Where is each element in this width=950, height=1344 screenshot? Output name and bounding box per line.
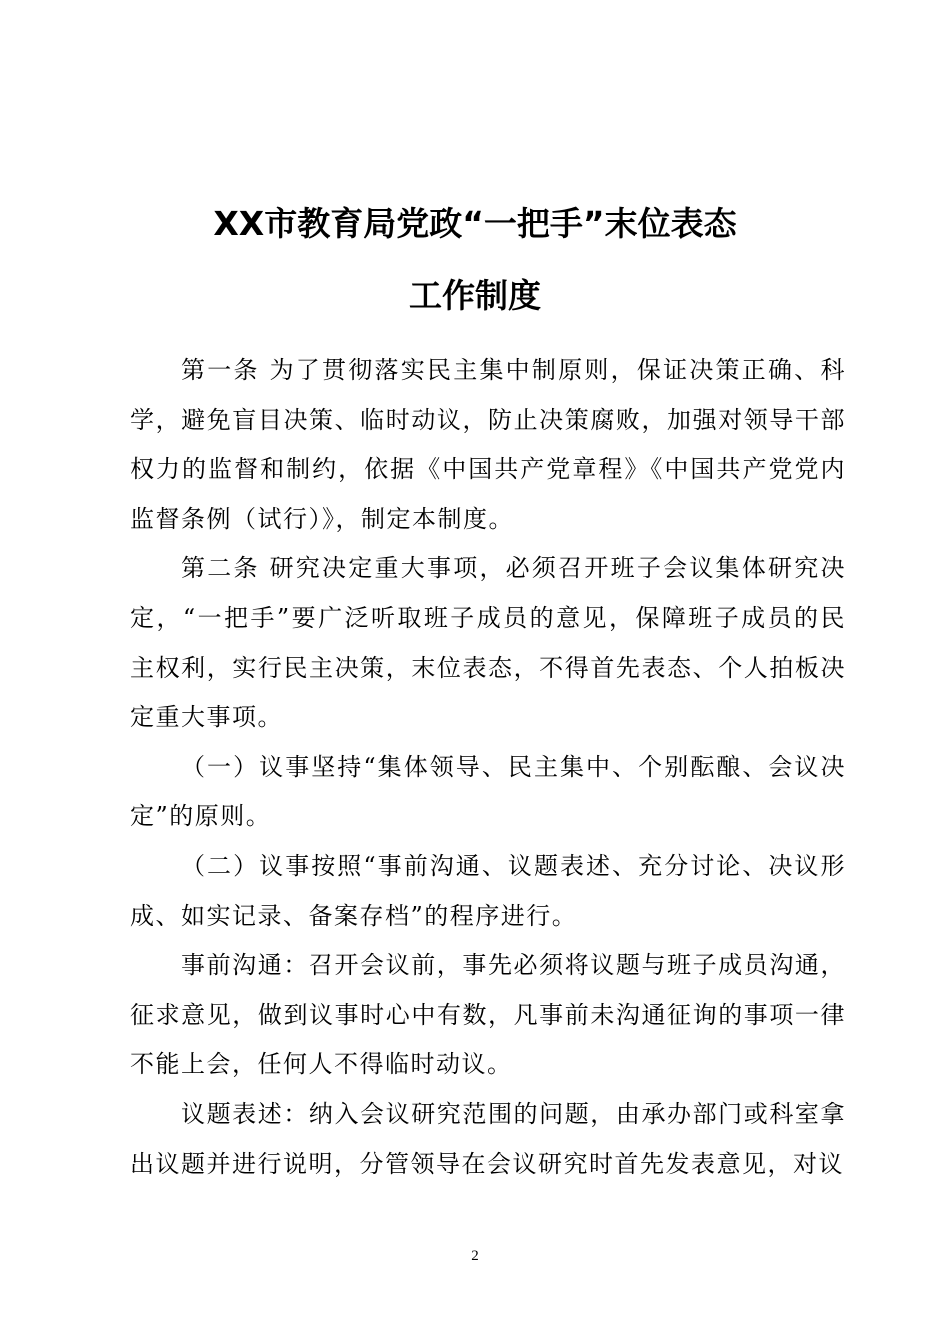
document-title-line-1: XX市教育局党政“一把手”末位表态 — [213, 204, 737, 243]
paragraph-item-2: （二）议事按照“事前沟通、议题表述、充分讨论、决议形成、如实记录、备案存档”的程序进行。 — [130, 851, 846, 930]
page-number: 2 — [471, 1248, 479, 1264]
paragraph-prior-communication: 事前沟通：召开会议前，事先必须将议题与班子成员沟通，征求意见，做到议事时心中有数，凡事前未沟通征询的事项一律不能上会，任何人不得临时动议。 — [130, 951, 846, 1079]
paragraph-topic-statement: 议题表述：纳入会议研究范围的问题，由承办部门或科室拿出议题并进行说明，分管领导在会议研究时首先发表意见，对议 — [130, 1099, 846, 1178]
document-title-line-2: 工作制度 — [409, 276, 541, 315]
document-body — [130, 346, 846, 1189]
paragraph-article-1: 第一条 为了贯彻落实民主集中制原则，保证决策正确、科学，避免盲目决策、临时动议，防止决策腐败，加强对领导干部权力的监督和制约，依据《中国共产党章程》《中国共产党党内监督条例（试行）》，制定本制度。 — [130, 356, 846, 533]
paragraph-article-2: 第二条 研究决定重大事项，必须召开班子会议集体研究决定，“一把手”要广泛听取班子成员的意见，保障班子成员的民主权利，实行民主决策，末位表态，不得首先表态、个人拍板决定重大事项。 — [130, 554, 846, 732]
paragraph-item-1: （一）议事坚持“集体领导、民主集中、个别酝酿、会议决定”的原则。 — [130, 752, 846, 831]
